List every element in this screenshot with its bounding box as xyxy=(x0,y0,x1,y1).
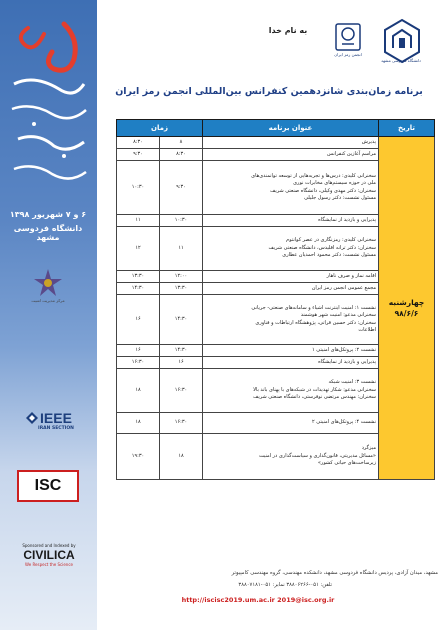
end-time-cell: ۱۲ xyxy=(117,227,160,271)
program-cell xyxy=(203,283,379,295)
day-cell xyxy=(379,137,435,480)
program-line: ملی در حوزه سیستم‌های مخابرات نوری xyxy=(293,180,376,186)
ieee-wordmark: IEEE xyxy=(40,409,72,426)
program-line: میزگرد xyxy=(361,445,376,452)
ieee-section-text: IRAN SECTION xyxy=(38,425,74,431)
isc-society-logo xyxy=(334,22,362,52)
day-line: چهارشنبه xyxy=(388,298,425,307)
program-line: سخنرانی مدعو: امنیت شهر هوشمند xyxy=(300,312,376,318)
program-cell xyxy=(203,149,379,161)
schedule-body xyxy=(117,137,435,480)
end-time-cell: ۱۶ xyxy=(117,295,160,345)
footer-phone: تلفن: ۰۵۱-۳۸۸۰۶۲۶۶ نمابر: ۰۵۱-۳۸۸۰۷۱۸۱ xyxy=(238,582,332,588)
basmala-heading: به نام خدا xyxy=(268,26,308,35)
end-time-cell: ۱۸ xyxy=(117,413,160,434)
isc-box-logo xyxy=(17,470,79,502)
start-time-cell: ۱۴:۳۰ xyxy=(160,295,203,345)
footer-address: مشهد، میدان آزادی، پردیس دانشگاه فردوسی مشهد، دانشکده مهندسی، گروه مهندسی کامپیوتر xyxy=(231,570,438,576)
program-cell xyxy=(203,271,379,283)
program-line: سخنرانی کلیدی: درس‌ها و تجربه‌هایی از توسعه توانمندی‌های xyxy=(251,172,376,179)
program-cell xyxy=(203,369,379,413)
program-cell xyxy=(203,215,379,227)
program-line: سخنرانی مدعو: شکار تهدیدات در شبکه‌های با پهنای باند بالا xyxy=(253,386,376,393)
program-line: مسئول نشست: دکتر محمود احمدیان عطاری xyxy=(282,252,376,259)
program-cell xyxy=(203,161,379,215)
program-line: مراسم آغازین کنفرانس xyxy=(327,150,376,157)
program-cell xyxy=(203,345,379,357)
civilica-wordmark: CIVILICA xyxy=(23,548,75,562)
day-line: ۹۸/۶/۶ xyxy=(394,309,419,318)
end-time-cell: ۱۴:۳۰ xyxy=(117,283,160,295)
program-line: سخنران: دکتر مهدی وکیلی، دانشگاه صنعتی شریف xyxy=(270,187,376,194)
start-time-cell: ۸:۳۰ xyxy=(160,149,203,161)
start-time-cell: ۱۰:۳۰ xyxy=(160,215,203,227)
program-line: پذیرش xyxy=(361,138,376,145)
program-line: اطلاعات xyxy=(358,327,376,333)
afta-star-icon xyxy=(33,268,63,298)
ferdowsi-logo-caption: دانشگاه فردوسی مشهد xyxy=(381,58,421,63)
end-time-cell: ۱۸ xyxy=(117,369,160,413)
isc-logo-caption: انجمن رمز ایران xyxy=(334,52,362,57)
program-line: مسئول نشست: دکتر رسول جلیلی xyxy=(304,195,376,201)
schedule-header-row xyxy=(117,120,435,137)
end-time-cell: ۱۶:۳۰ xyxy=(117,357,160,369)
end-time-cell: ۱۱ xyxy=(117,215,160,227)
schedule-title: برنامه زمان‌بندی شانزدهمین کنفرانس بین‌المللی انجمن رمز ایران xyxy=(115,86,423,97)
end-time-cell: ۱۹:۳۰ xyxy=(117,434,160,480)
header-time: زمان xyxy=(117,120,203,137)
conference-venue: دانشگاه فردوسی مشهد xyxy=(13,224,83,242)
schedule-row xyxy=(117,137,435,149)
ieee-diamond-icon xyxy=(26,412,38,424)
start-time-cell: ۱۳:۳۰ xyxy=(160,283,203,295)
program-line: نشست ۲: پروتکل‌های امنیتی ۱ xyxy=(312,346,376,353)
program-cell xyxy=(203,295,379,345)
conference-sidebar xyxy=(0,0,97,630)
program-line: اقامه نماز و صرف ناهار xyxy=(326,272,376,279)
program-cell xyxy=(203,434,379,480)
program-line: مجمع عمومی انجمن رمز ایران xyxy=(311,284,376,291)
footer-url: http://iscisc2019.um.ac.ir 2019@isc.org.ir xyxy=(181,596,335,604)
program-line: سخنرانی کلیدی: رمزنگاری در عصر کوانتوم xyxy=(286,237,376,244)
program-line: سخنران: دکتر ترانه اقلیدس، دانشگاه صنعتی شریف xyxy=(268,244,376,251)
program-line: پذیرایی و بازدید از نمایشگاه xyxy=(318,358,376,365)
header-date: تاریخ xyxy=(379,120,435,137)
start-time-cell: ۱۶:۳۰ xyxy=(160,369,203,413)
afta-logo xyxy=(30,262,66,308)
civilica-logo xyxy=(5,540,93,570)
program-line: نشست ۳: امنیت شبکه xyxy=(328,379,376,386)
program-line: سخنران: مهندس مرتضی نوفرستی، دانشگاه صنعتی شریف xyxy=(253,394,376,401)
end-time-cell: ۹:۳۰ xyxy=(117,149,160,161)
end-time-cell: ۱۰:۳۰ xyxy=(117,161,160,215)
ieee-logo xyxy=(8,405,90,435)
start-time-cell: ۹:۳۰ xyxy=(160,161,203,215)
end-time-cell: ۱۶ xyxy=(117,345,160,357)
conference-dates: ۶ و ۷ شهریور ۱۳۹۸ xyxy=(9,210,87,219)
program-cell xyxy=(203,137,379,149)
end-time-cell: ۸:۳۰ xyxy=(117,137,160,149)
civilica-tagline: We Respect the Science xyxy=(25,562,73,567)
program-line: «مسائل مدیریتی، قانون‌گذاری و سیاست‌گذاری در امنیت xyxy=(259,452,376,459)
program-line: سخنران: دکتر حسین قراتی، پژوهشگاه ارتباطات و فناوری xyxy=(255,319,376,326)
start-time-cell: ۱۶ xyxy=(160,357,203,369)
program-line: زیرساخت‌های حیاتی کشور» xyxy=(317,460,376,467)
isc-wordmark: ISC xyxy=(34,477,62,494)
program-line: نشست ۴: پروتکل‌های امنیتی ۲ xyxy=(312,419,376,426)
program-line: نشست ۱: امنیت اینترنت اشیاء و سامانه‌های صنعتی- جریانی xyxy=(251,304,376,311)
start-time-cell: ۱۴:۳۰ xyxy=(160,345,203,357)
civilica-top-text: Sponsored and Indexed by xyxy=(22,543,76,548)
start-time-cell: ۸ xyxy=(160,137,203,149)
start-time-cell: ۱۶:۳۰ xyxy=(160,413,203,434)
conference-calligraphy-logo xyxy=(4,14,94,214)
program-cell xyxy=(203,227,379,271)
afta-caption: مرکز مدیریت امنیت xyxy=(31,297,65,303)
start-time-cell: ۱۸ xyxy=(160,434,203,480)
start-time-cell: ۱۲:۰۰ xyxy=(160,271,203,283)
schedule-table xyxy=(116,119,435,480)
header-program: عنوان برنامه xyxy=(203,120,379,137)
end-time-cell: ۱۳:۳۰ xyxy=(117,271,160,283)
program-cell xyxy=(203,413,379,434)
program-cell xyxy=(203,357,379,369)
program-line: پذیرایی و بازدید از نمایشگاه xyxy=(318,216,376,223)
start-time-cell: ۱۱ xyxy=(160,227,203,271)
